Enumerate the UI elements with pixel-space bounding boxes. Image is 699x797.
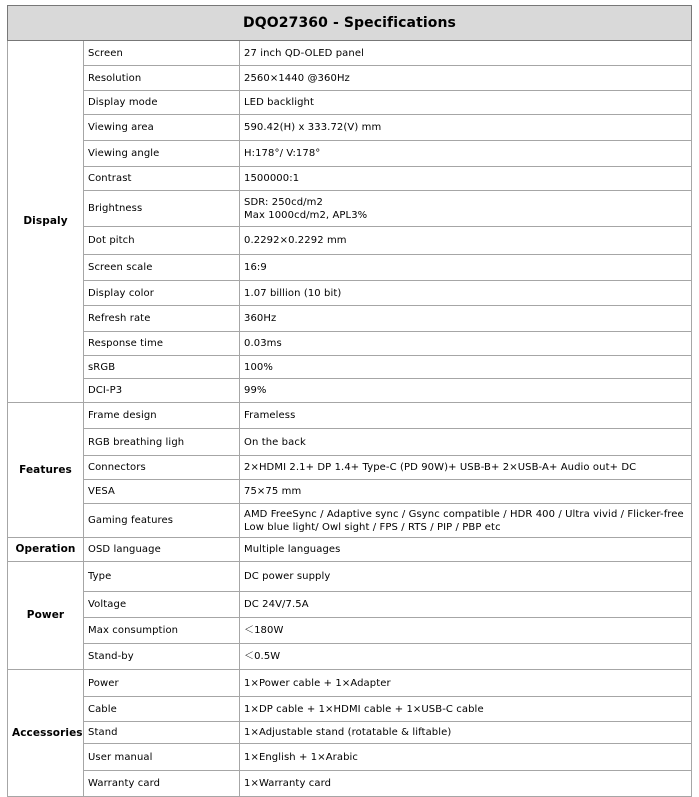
- table-row: [8, 403, 692, 429]
- spec-label: DCI-P3: [84, 379, 240, 403]
- table-row: [8, 332, 692, 356]
- spec-value: H:178°/ V:178°: [240, 141, 692, 167]
- spec-value-line: Max 1000cd/m2, APL3%: [244, 209, 368, 221]
- spec-value: 0.2292×0.2292 mm: [240, 227, 692, 255]
- spec-value: On the back: [240, 429, 692, 456]
- spec-value-line: Low blue light/ Owl sight / FPS / RTS / PIP / PBP etc: [244, 521, 501, 533]
- spec-label: VESA: [84, 480, 240, 504]
- spec-label: Dot pitch: [84, 227, 240, 255]
- table-row: [8, 281, 692, 306]
- table-row: [8, 697, 692, 722]
- table-row: [8, 379, 692, 403]
- spec-label: Response time: [84, 332, 240, 356]
- spec-value: 1.07 billion (10 bit): [240, 281, 692, 306]
- group-label-display: Dispaly: [8, 41, 84, 403]
- table-row: [8, 255, 692, 281]
- spec-label: Refresh rate: [84, 306, 240, 332]
- table-row: [8, 538, 692, 562]
- spec-label: Stand: [84, 722, 240, 744]
- spec-label: Cable: [84, 697, 240, 722]
- spec-value: 590.42(H) x 333.72(V) mm: [240, 115, 692, 141]
- spec-label: Brightness: [84, 191, 240, 227]
- spec-label: Voltage: [84, 592, 240, 618]
- spec-label: Gaming features: [84, 504, 240, 538]
- spec-value: 1×Adjustable stand (rotatable & liftable): [240, 722, 692, 744]
- spec-label: OSD language: [84, 538, 240, 562]
- spec-value-line: AMD FreeSync / Adaptive sync / Gsync compatible / HDR 400 / Ultra vivid / Flicker-free: [244, 508, 684, 520]
- spec-value: 99%: [240, 379, 692, 403]
- spec-value: 2560×1440 @360Hz: [240, 66, 692, 91]
- table-row: [8, 644, 692, 670]
- spec-label: Viewing area: [84, 115, 240, 141]
- spec-value: DC 24V/7.5A: [240, 592, 692, 618]
- table-row: [8, 66, 692, 91]
- spec-label: Display mode: [84, 91, 240, 115]
- table-row: [8, 41, 692, 66]
- spec-value: ＜180W: [240, 618, 692, 644]
- spec-value: 1×DP cable + 1×HDMI cable + 1×USB-C cable: [240, 697, 692, 722]
- spec-label: Max consumption: [84, 618, 240, 644]
- spec-label: Display color: [84, 281, 240, 306]
- spec-label: Stand-by: [84, 644, 240, 670]
- spec-label: Type: [84, 562, 240, 592]
- spec-label: Connectors: [84, 456, 240, 480]
- spec-value: ＜0.5W: [240, 644, 692, 670]
- spec-value-line: SDR: 250cd/m2: [244, 196, 323, 208]
- spec-value: 1×Power cable + 1×Adapter: [240, 670, 692, 697]
- spec-label: Warranty card: [84, 771, 240, 797]
- table-row: [8, 429, 692, 456]
- spec-label: Viewing angle: [84, 141, 240, 167]
- spec-label: Contrast: [84, 167, 240, 191]
- table-row: [8, 592, 692, 618]
- table-row: [8, 504, 692, 538]
- spec-value: 2×HDMI 2.1+ DP 1.4+ Type-C (PD 90W)+ USB-B+ 2×USB-A+ Audio out+ DC: [240, 456, 692, 480]
- spec-value: Frameless: [240, 403, 692, 429]
- table-row: [8, 744, 692, 771]
- table-row: [8, 167, 692, 191]
- table-row: [8, 227, 692, 255]
- table-row: [8, 115, 692, 141]
- spec-value: 100%: [240, 356, 692, 379]
- spec-value: 1500000:1: [240, 167, 692, 191]
- page-title: DQO27360 - Specifications: [8, 6, 692, 41]
- table-row: [8, 722, 692, 744]
- table-row: [8, 670, 692, 697]
- table-row: [8, 91, 692, 115]
- spec-value: 360Hz: [240, 306, 692, 332]
- spec-value: 16:9: [240, 255, 692, 281]
- group-label-features: Features: [8, 403, 84, 538]
- spec-label: Resolution: [84, 66, 240, 91]
- spec-value: 0.03ms: [240, 332, 692, 356]
- table-row: [8, 480, 692, 504]
- table-row: [8, 306, 692, 332]
- spec-value: DC power supply: [240, 562, 692, 592]
- spec-value: Multiple languages: [240, 538, 692, 562]
- spec-label: RGB breathing ligh: [84, 429, 240, 456]
- group-label-power: Power: [8, 562, 84, 670]
- group-label-accessories: Accessories: [8, 670, 84, 797]
- spec-label: Screen scale: [84, 255, 240, 281]
- spec-label: Frame design: [84, 403, 240, 429]
- spec-value: 1×English + 1×Arabic: [240, 744, 692, 771]
- spec-table: [7, 5, 692, 797]
- spec-value: 1×Warranty card: [240, 771, 692, 797]
- table-row: [8, 141, 692, 167]
- spec-value: 75×75 mm: [240, 480, 692, 504]
- table-row: [8, 191, 692, 227]
- group-label-operation: Operation: [8, 538, 84, 562]
- spec-label: sRGB: [84, 356, 240, 379]
- table-row: [8, 618, 692, 644]
- spec-label: Power: [84, 670, 240, 697]
- spec-value: [240, 191, 692, 227]
- spec-value: LED backlight: [240, 91, 692, 115]
- table-row: [8, 356, 692, 379]
- spec-value: [240, 504, 692, 538]
- spec-label: User manual: [84, 744, 240, 771]
- table-row: [8, 456, 692, 480]
- spec-value: 27 inch QD-OLED panel: [240, 41, 692, 66]
- table-row: [8, 562, 692, 592]
- spec-label: Screen: [84, 41, 240, 66]
- table-row: [8, 771, 692, 797]
